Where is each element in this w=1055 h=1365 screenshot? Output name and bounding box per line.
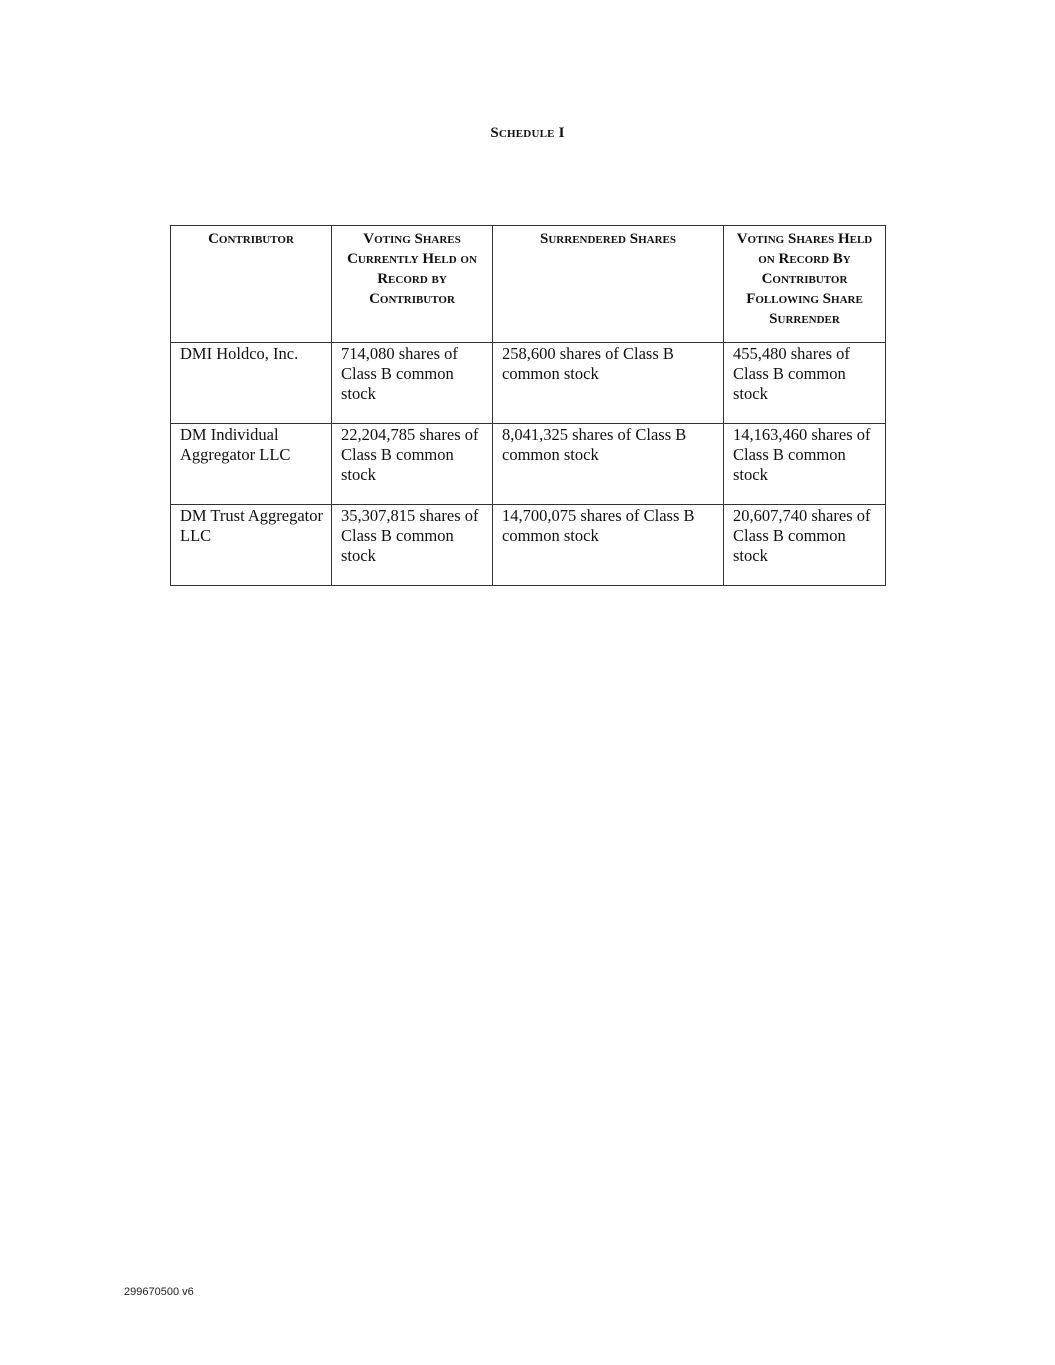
header-current-voting-shares: Voting Shares Currently Held on Record by Contributor xyxy=(332,226,493,343)
cell-contributor: DM Trust Aggregator LLC xyxy=(171,505,332,586)
cell-current-shares: 35,307,815 shares of Class B common stock xyxy=(332,505,493,586)
header-voting-shares-following: Voting Shares Held on Record By Contributor Following Share Surrender xyxy=(724,226,886,343)
cell-following-shares: 455,480 shares of Class B common stock xyxy=(724,343,886,424)
header-surrendered-shares: Surrendered Shares xyxy=(493,226,724,343)
cell-surrendered-shares: 258,600 shares of Class B common stock xyxy=(493,343,724,424)
document-id-footer: 299670500 v6 xyxy=(124,1286,194,1298)
table-row xyxy=(171,505,886,586)
schedule-table xyxy=(170,225,886,586)
header-contributor: Contributor xyxy=(171,226,332,343)
table-header-row xyxy=(171,226,886,343)
cell-surrendered-shares: 14,700,075 shares of Class B common stock xyxy=(493,505,724,586)
page-title: Schedule I xyxy=(490,125,565,141)
cell-contributor: DMI Holdco, Inc. xyxy=(171,343,332,424)
table-row xyxy=(171,343,886,424)
cell-following-shares: 14,163,460 shares of Class B common stock xyxy=(724,424,886,505)
cell-current-shares: 714,080 shares of Class B common stock xyxy=(332,343,493,424)
cell-contributor: DM Individual Aggregator LLC xyxy=(171,424,332,505)
cell-surrendered-shares: 8,041,325 shares of Class B common stock xyxy=(493,424,724,505)
table-row xyxy=(171,424,886,505)
cell-current-shares: 22,204,785 shares of Class B common stock xyxy=(332,424,493,505)
cell-following-shares: 20,607,740 shares of Class B common stock xyxy=(724,505,886,586)
